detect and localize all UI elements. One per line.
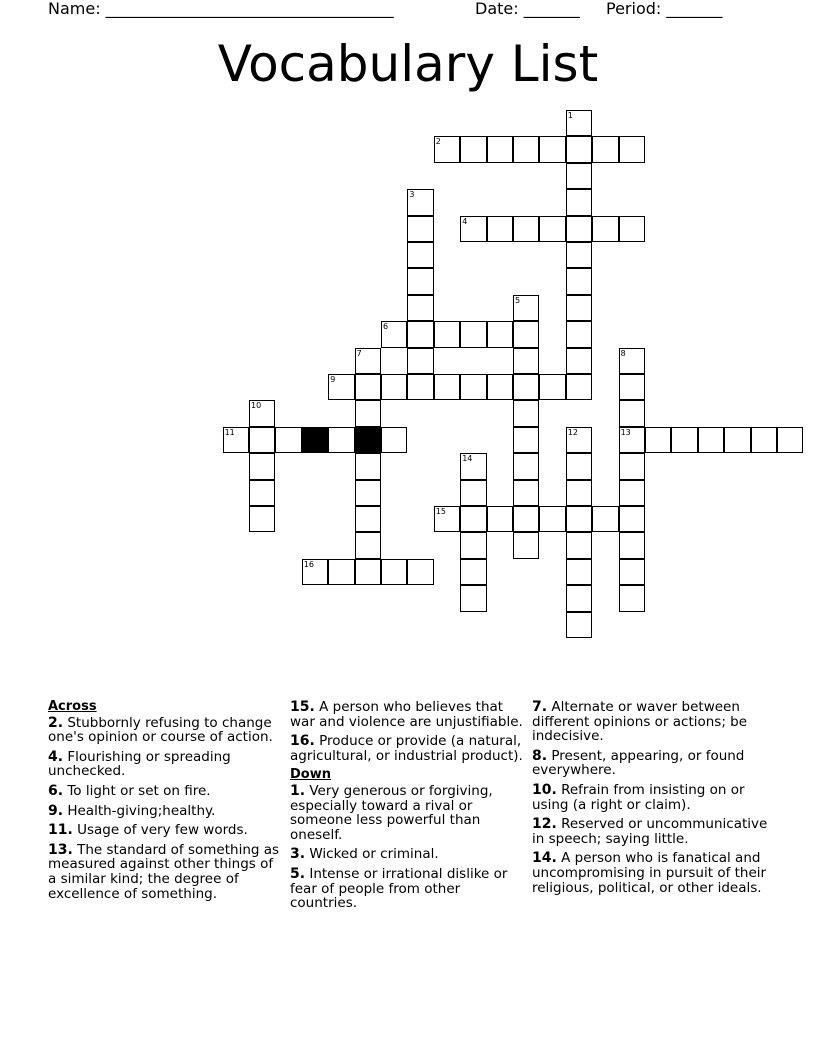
crossword-cell[interactable] bbox=[513, 480, 539, 506]
crossword-cell[interactable] bbox=[566, 242, 592, 268]
crossword-cell[interactable] bbox=[566, 374, 592, 400]
clue-number: 7 bbox=[356, 348, 362, 358]
crossword-cell[interactable] bbox=[460, 585, 486, 611]
crossword-cell[interactable] bbox=[355, 559, 381, 585]
clue-text: To light or set on fire. bbox=[63, 782, 211, 799]
clue-number: 4 bbox=[462, 216, 468, 226]
clues-column-3 bbox=[532, 700, 768, 900]
clue-item bbox=[290, 867, 526, 911]
clue-item bbox=[532, 783, 768, 812]
clue-number: 2 bbox=[435, 137, 441, 147]
clue-number-label: 15. bbox=[290, 699, 315, 715]
crossword-cell[interactable] bbox=[513, 321, 539, 347]
crossword-cell[interactable] bbox=[460, 532, 486, 558]
clue-number: 9 bbox=[330, 375, 336, 384]
crossword-cell[interactable] bbox=[645, 427, 671, 453]
crossword-cell[interactable] bbox=[619, 374, 645, 400]
crossword-cell[interactable] bbox=[619, 506, 645, 532]
crossword-cell[interactable] bbox=[434, 321, 460, 347]
crossword-cell[interactable] bbox=[698, 427, 724, 453]
crossword-cell[interactable] bbox=[619, 585, 645, 611]
clue-number: 13 bbox=[620, 427, 631, 437]
crossword-cell[interactable] bbox=[566, 506, 592, 532]
clue-number: 5 bbox=[515, 295, 521, 305]
crossword-cell[interactable] bbox=[460, 480, 486, 506]
crossword-cell[interactable] bbox=[460, 216, 486, 242]
clue-number-label: 11. bbox=[48, 822, 73, 839]
crossword-cell[interactable] bbox=[460, 136, 486, 162]
clue-item bbox=[290, 700, 526, 729]
crossword-cell[interactable] bbox=[407, 559, 433, 585]
crossword-cell[interactable] bbox=[355, 453, 381, 479]
clue-item bbox=[532, 700, 768, 744]
period-field-label: Period: _______ bbox=[606, 0, 723, 18]
clue-number: 10 bbox=[251, 401, 262, 411]
crossword-cell[interactable] bbox=[724, 427, 750, 453]
clue-number-label: 13. bbox=[48, 841, 73, 858]
crossword-cell[interactable] bbox=[381, 559, 407, 585]
crossword-cell[interactable] bbox=[249, 480, 275, 506]
crossword-cell[interactable] bbox=[566, 612, 592, 638]
crossword-cell[interactable] bbox=[619, 216, 645, 242]
crossword-cell[interactable] bbox=[328, 559, 354, 585]
clue-item bbox=[532, 851, 768, 895]
clue-item bbox=[290, 734, 526, 763]
crossword-cell[interactable] bbox=[513, 374, 539, 400]
clue-number: 8 bbox=[620, 348, 626, 358]
crossword-cell[interactable] bbox=[487, 506, 513, 532]
crossword-cell[interactable] bbox=[355, 532, 381, 558]
clue-number: 15 bbox=[435, 507, 446, 516]
clue-item bbox=[48, 716, 284, 745]
crossword-cell[interactable] bbox=[513, 216, 539, 242]
clue-item bbox=[48, 784, 284, 799]
clue-item bbox=[532, 749, 768, 778]
clue-text: Present, appearing, or found everywhere. bbox=[532, 747, 745, 779]
black-square bbox=[302, 427, 328, 453]
clue-text: Usage of very few words. bbox=[72, 822, 248, 839]
crossword-cell[interactable] bbox=[223, 427, 249, 453]
clue-item bbox=[290, 784, 526, 842]
clue-number-label: 2. bbox=[48, 714, 64, 731]
crossword-cell[interactable] bbox=[513, 136, 539, 162]
clue-number-label: 12. bbox=[532, 816, 557, 833]
clue-number: 12 bbox=[567, 427, 578, 437]
crossword-cell[interactable] bbox=[355, 374, 381, 400]
crossword-cell[interactable] bbox=[487, 321, 513, 347]
crossword-cell[interactable] bbox=[434, 506, 460, 532]
black-square bbox=[355, 427, 381, 453]
crossword-cell[interactable] bbox=[619, 480, 645, 506]
clue-number: 14 bbox=[462, 454, 473, 464]
crossword-cell[interactable] bbox=[275, 427, 301, 453]
clue-number-label: 1. bbox=[290, 782, 306, 799]
crossword-cell[interactable] bbox=[460, 506, 486, 532]
crossword-cell[interactable] bbox=[566, 216, 592, 242]
crossword-cell[interactable] bbox=[434, 374, 460, 400]
clue-item bbox=[48, 843, 284, 901]
clue-text: Intense or irrational dislike or fear of people from other countries. bbox=[290, 865, 508, 912]
crossword-cell[interactable] bbox=[381, 321, 407, 347]
clue-item bbox=[48, 750, 284, 779]
crossword-cell[interactable] bbox=[249, 400, 275, 426]
clue-number-label: 7. bbox=[532, 699, 548, 715]
down-clue-list bbox=[290, 784, 526, 911]
clue-text: Health-giving;healthy. bbox=[63, 802, 216, 819]
clue-text: Flourishing or spreading unchecked. bbox=[48, 748, 231, 780]
crossword-cell[interactable] bbox=[355, 506, 381, 532]
crossword-cell[interactable] bbox=[513, 295, 539, 321]
crossword-cell[interactable] bbox=[487, 216, 513, 242]
crossword-cell[interactable] bbox=[249, 453, 275, 479]
crossword-cell[interactable] bbox=[619, 427, 645, 453]
crossword-cell[interactable] bbox=[566, 559, 592, 585]
crossword-cell[interactable] bbox=[407, 268, 433, 294]
crossword-cell[interactable] bbox=[249, 506, 275, 532]
clue-text: Very generous or forgiving, especially toward a rival or someone less powerful than oneself. bbox=[290, 782, 493, 843]
crossword-cell[interactable] bbox=[566, 480, 592, 506]
crossword-cell[interactable] bbox=[566, 110, 592, 136]
date-field-label: Date: _______ bbox=[475, 0, 580, 18]
crossword-cell[interactable] bbox=[619, 559, 645, 585]
crossword-cell[interactable] bbox=[249, 427, 275, 453]
crossword-cell[interactable] bbox=[592, 506, 618, 532]
crossword-cell[interactable] bbox=[539, 506, 565, 532]
crossword-cell[interactable] bbox=[434, 136, 460, 162]
crossword-cell[interactable] bbox=[460, 559, 486, 585]
crossword-cell[interactable] bbox=[619, 532, 645, 558]
crossword-cell[interactable] bbox=[566, 453, 592, 479]
crossword-cell[interactable] bbox=[355, 348, 381, 374]
clue-text: A person who is fanatical and uncompromising in pursuit of their religious, political, or other ideals. bbox=[532, 850, 767, 896]
clue-number: 1 bbox=[567, 111, 573, 120]
across-heading: Across bbox=[48, 699, 97, 714]
crossword-cell[interactable] bbox=[302, 559, 328, 585]
crossword-cell[interactable] bbox=[460, 453, 486, 479]
crossword-cell[interactable] bbox=[355, 480, 381, 506]
crossword-cell[interactable] bbox=[566, 427, 592, 453]
clue-item bbox=[290, 847, 526, 862]
clue-number-label: 10. bbox=[532, 781, 557, 798]
crossword-cell[interactable] bbox=[328, 427, 354, 453]
crossword-cell[interactable] bbox=[539, 216, 565, 242]
crossword-cell[interactable] bbox=[592, 216, 618, 242]
clue-text: Refrain from insisting on or using (a right or claim). bbox=[532, 781, 745, 813]
crossword-cell[interactable] bbox=[407, 216, 433, 242]
across-clue-list-continued bbox=[290, 700, 526, 763]
crossword-cell[interactable] bbox=[513, 453, 539, 479]
clue-number-label: 5. bbox=[290, 865, 306, 882]
clue-number: 16 bbox=[303, 559, 314, 569]
clue-number-label: 16. bbox=[290, 733, 315, 750]
crossword-cell[interactable] bbox=[619, 136, 645, 162]
crossword-cell[interactable] bbox=[328, 374, 354, 400]
across-clue-list bbox=[48, 716, 284, 902]
crossword-cell[interactable] bbox=[407, 374, 433, 400]
down-clue-list-continued bbox=[532, 700, 768, 895]
crossword-cell[interactable] bbox=[566, 348, 592, 374]
crossword-cell[interactable] bbox=[539, 374, 565, 400]
clue-number-label: 8. bbox=[532, 747, 548, 764]
clue-number: 11 bbox=[224, 427, 235, 437]
crossword-cell[interactable] bbox=[407, 321, 433, 347]
crossword-cell[interactable] bbox=[619, 348, 645, 374]
crossword-cell[interactable] bbox=[407, 348, 433, 374]
clue-number: 6 bbox=[383, 322, 389, 332]
clue-text: Produce or provide (a natural, agricultural, or industrial product). bbox=[290, 733, 523, 764]
clue-number-label: 4. bbox=[48, 748, 64, 765]
crossword-cell[interactable] bbox=[566, 585, 592, 611]
page-title: Vocabulary List bbox=[217, 35, 599, 93]
crossword-cell[interactable] bbox=[619, 400, 645, 426]
crossword-cell[interactable] bbox=[566, 295, 592, 321]
clue-text: Wicked or criminal. bbox=[305, 846, 439, 863]
crossword-cell[interactable] bbox=[592, 136, 618, 162]
crossword-cell[interactable] bbox=[513, 427, 539, 453]
clue-text: Reserved or uncommunicative in speech; saying little. bbox=[532, 816, 768, 847]
crossword-cell[interactable] bbox=[460, 321, 486, 347]
crossword-cell[interactable] bbox=[671, 427, 697, 453]
crossword-cell[interactable] bbox=[566, 321, 592, 347]
clues-column-1 bbox=[48, 700, 284, 906]
crossword-cell[interactable] bbox=[513, 348, 539, 374]
clue-number-label: 6. bbox=[48, 782, 64, 799]
crossword-cell[interactable] bbox=[460, 374, 486, 400]
clue-number-label: 9. bbox=[48, 802, 64, 819]
crossword-cell[interactable] bbox=[355, 400, 381, 426]
crossword-cell[interactable] bbox=[407, 295, 433, 321]
crossword-cell[interactable] bbox=[513, 506, 539, 532]
clue-item bbox=[48, 804, 284, 819]
clue-text: Alternate or waver between different opinions or actions; be indecisive. bbox=[532, 699, 748, 745]
crossword-cell[interactable] bbox=[566, 268, 592, 294]
clues-column-2 bbox=[290, 700, 526, 916]
crossword-cell[interactable] bbox=[487, 136, 513, 162]
clue-item bbox=[48, 823, 284, 838]
crossword-cell[interactable] bbox=[566, 189, 592, 215]
clue-item bbox=[532, 817, 768, 846]
crossword-cell[interactable] bbox=[566, 136, 592, 162]
clue-number-label: 14. bbox=[532, 850, 557, 867]
crossword-cell[interactable] bbox=[751, 427, 777, 453]
name-field-label: Name: ____________________________________ bbox=[48, 0, 394, 18]
clue-number-label: 3. bbox=[290, 846, 306, 863]
crossword-cell[interactable] bbox=[513, 400, 539, 426]
crossword-cell[interactable] bbox=[381, 427, 407, 453]
crossword-cell[interactable] bbox=[619, 453, 645, 479]
crossword-cell[interactable] bbox=[566, 532, 592, 558]
crossword-cell[interactable] bbox=[566, 163, 592, 189]
down-heading: Down bbox=[290, 767, 331, 783]
crossword-cell[interactable] bbox=[487, 374, 513, 400]
crossword-cell[interactable] bbox=[407, 189, 433, 215]
crossword-cell[interactable] bbox=[777, 427, 803, 453]
clue-text: A person who believes that war and violence are unjustifiable. bbox=[290, 699, 523, 730]
crossword-cell[interactable] bbox=[381, 374, 407, 400]
crossword-cell[interactable] bbox=[513, 532, 539, 558]
clue-text: The standard of something as measured against other things of a similar kind; the degree of excellence of something. bbox=[48, 841, 280, 902]
clue-number: 3 bbox=[409, 190, 415, 200]
crossword-cell[interactable] bbox=[407, 242, 433, 268]
clue-text: Stubbornly refusing to change one's opinion or course of action. bbox=[48, 714, 273, 746]
crossword-cell[interactable] bbox=[539, 136, 565, 162]
